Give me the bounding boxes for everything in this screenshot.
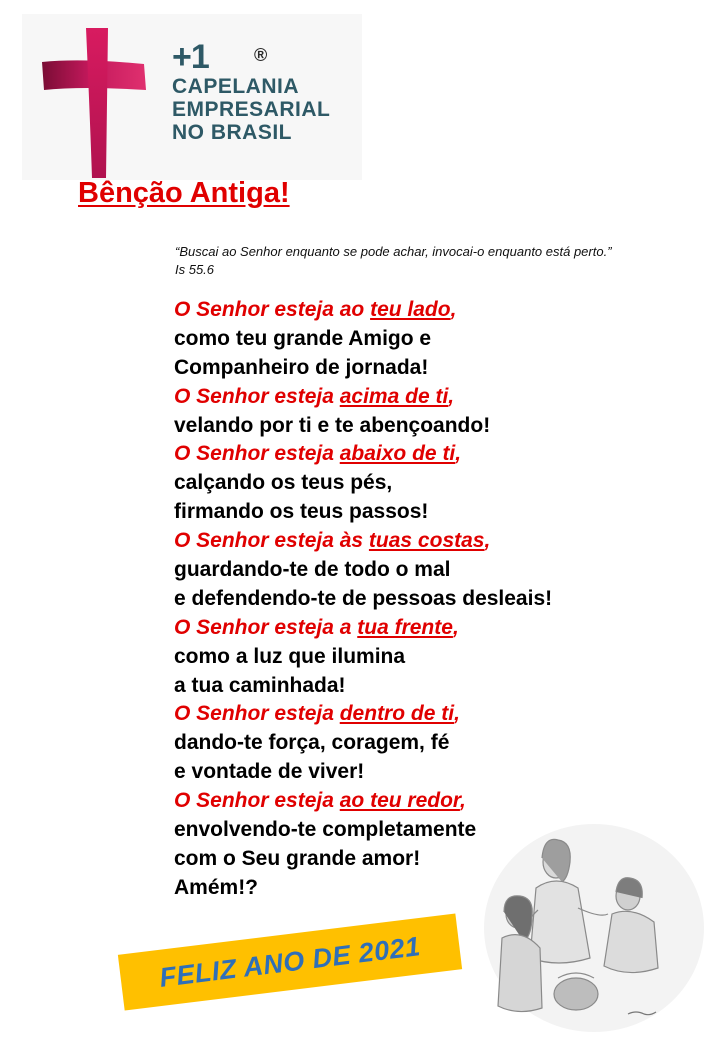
logo-line-1: CAPELANIA: [172, 75, 300, 98]
blessing-highlight: abaixo de ti: [339, 442, 456, 466]
blessing-prefix: O Senhor esteja ao: [174, 298, 371, 321]
blessing-highlight: ao teu redor: [339, 789, 460, 813]
logo-wordmark: [172, 40, 330, 143]
poem-line: Amém!?: [174, 875, 259, 899]
verse-quote: “Buscai ao Senhor enquanto se pode achar, invocai-o enquanto está perto.”: [175, 244, 612, 259]
poem-line: com o Seu grande amor!: [174, 846, 421, 870]
blessing-heading: [174, 440, 552, 469]
blessing-suffix: ,: [459, 789, 466, 813]
blessing-heading: [174, 614, 552, 643]
blessing-suffix: ,: [448, 384, 455, 408]
registered-mark: ®: [254, 45, 268, 65]
cross-icon: [42, 28, 146, 178]
jesus-with-children-sketch: [478, 818, 710, 1038]
blessing-suffix: ,: [455, 442, 462, 466]
new-year-banner: [118, 913, 462, 1010]
blessing-highlight: tua frente: [357, 615, 453, 639]
poem-line: como a luz que ilumina: [174, 644, 406, 668]
poem-line: velando por ti e te abençoando!: [174, 413, 491, 437]
poem-line: a tua caminhada!: [174, 673, 346, 697]
blessing-highlight: dentro de ti: [339, 702, 455, 726]
poem-line: calçando os teus pés,: [174, 471, 393, 495]
blessing-prefix: O Senhor esteja às: [174, 529, 369, 553]
blessing-prefix: O Senhor esteja: [174, 442, 340, 466]
poem-line: guardando-te de todo o mal: [174, 558, 451, 582]
blessing-prefix: O Senhor esteja a: [174, 615, 358, 639]
blessing-suffix: ,: [454, 702, 460, 726]
logo: [22, 14, 362, 180]
poem-line: como teu grande Amigo e: [174, 326, 432, 350]
blessing-suffix: ,: [452, 615, 459, 639]
poem-line: firmando os teus passos!: [174, 500, 429, 524]
blessing-highlight: teu lado: [370, 298, 451, 321]
blessing-suffix: ,: [484, 529, 491, 553]
blessing-heading: [174, 787, 552, 816]
blessing-heading: [174, 527, 552, 556]
poem-line: e vontade de viver!: [174, 760, 365, 784]
blessing-poem: [174, 296, 552, 903]
poem-line: Companheiro de jornada!: [174, 355, 429, 379]
blessing-highlight: tuas costas: [368, 529, 485, 553]
verse-reference: Is 55.6: [175, 262, 215, 277]
logo-plus-one: +1: [172, 38, 209, 76]
bible-verse: [175, 243, 615, 279]
blessing-heading: [174, 700, 552, 729]
blessing-prefix: O Senhor esteja: [174, 702, 340, 726]
blessing-heading: [174, 296, 552, 325]
banner-text: FELIZ ANO DE 2021: [157, 930, 423, 993]
blessing-prefix: O Senhor esteja: [174, 789, 340, 813]
poem-line: e defendendo-te de pessoas desleais!: [174, 586, 553, 610]
poem-line: dando-te força, coragem, fé: [174, 731, 450, 755]
logo-line-2: EMPRESARIAL: [172, 98, 331, 121]
blessing-highlight: acima de ti: [339, 384, 449, 408]
blessing-heading: [174, 383, 552, 412]
logo-line-3: NO BRASIL: [172, 121, 292, 144]
blessing-prefix: O Senhor esteja: [174, 384, 340, 408]
poem-line: envolvendo-te completamente: [174, 818, 477, 842]
page-title: Bênção Antiga!: [78, 177, 290, 209]
blessing-suffix: ,: [450, 298, 457, 321]
